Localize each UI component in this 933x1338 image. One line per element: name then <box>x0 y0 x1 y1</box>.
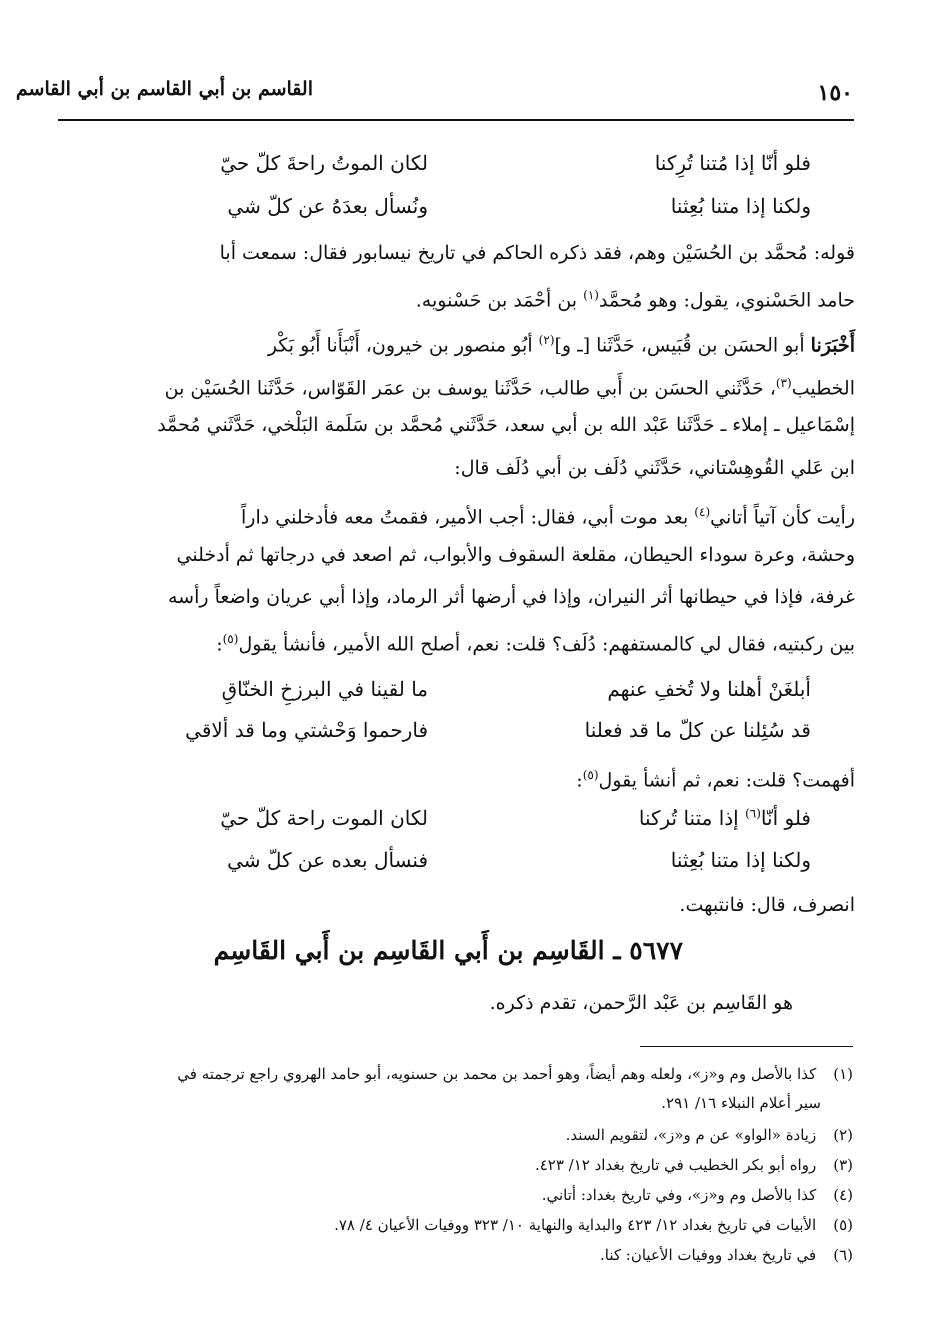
prose-text: ، حَدَّثَني الحسَن بن أَبي طالب، حَدَّثَنا يوسف بن عمَر القَوّاس، حَدَّثَنا الحُسَيْن بن <box>164 377 776 400</box>
prose-line: انصرف، قال: فانتبهت. <box>679 894 855 916</box>
page-number: ١٥٠ <box>817 80 853 106</box>
prose-line <box>80 368 855 403</box>
footnote-text: كذا بالأصل وم و«ز»، ولعله وهم أيضاً، وهو أحمد بن محمد بن حسنويه، أبو حامد الهروي راجع ترجمته في <box>177 1065 817 1083</box>
prose-line: وحشة، وعرة سوداء الحيطان، مقلعة السقوف والأبواب، ثم اصعد في درجاتها ثم أدخلني <box>176 544 855 566</box>
prose-line <box>80 760 855 795</box>
verse-4-right: قد سُئِلنا عن كلّ ما قد فعلنا <box>584 718 811 742</box>
verse-2-left: ونُسأل بعدَهُ عن كلّ شي <box>227 194 428 218</box>
verse-6-left: فنسأل بعده عن كلّ شي <box>227 848 428 872</box>
prose-line: ابن عَلي القُوهِسْتاني، حَدَّثَني دُلَف بن أبي دُلَف قال: <box>454 457 855 479</box>
footnote-ref-6: (٦) <box>745 806 761 821</box>
footnote-text: الأبيات في تاريخ بغداد ١٢/ ٤٢٣ والبداية والنهاية ١٠/ ٣٢٣ ووفيات الأعيان ٤/ ٧٨. <box>334 1216 817 1234</box>
footnote-3 <box>535 1153 853 1177</box>
prose-line <box>80 280 855 315</box>
verse-text: إذا متنا تُركنا <box>638 806 739 830</box>
prose-line: إسْمَاعيل ـ إملاء ـ حَدَّثَنا عَبْد الله بن أبي سعد، حَدَّثَني مُحمَّد بن سَلَمة البَلْخي، حَدَّثَني مُحمَّد <box>157 414 855 436</box>
header-rule <box>58 119 854 121</box>
footnote-ref-3: (٣) <box>775 376 792 390</box>
verse-3-right: أبلغَنْ أهلنا ولا تُخفِ عنهم <box>607 677 811 701</box>
prose-text: بين ركبتيه، فقال لي كالمستفهم: دُلَف؟ قلت: نعم، أصلح الله الأمير، فأنشأ يقول <box>238 633 855 656</box>
running-title: القاسم بن أبي القاسم بن أبي القاسم <box>15 78 313 100</box>
prose-text: : <box>576 769 583 792</box>
prose-text: بعد موت أبي، فقال: أجب الأمير، فقمتُ معه فأدخلني داراً <box>241 506 689 529</box>
verse-4-left: فارحموا وَحْشتي وما قد ألاقي <box>185 718 428 742</box>
footnote-6 <box>600 1243 853 1267</box>
footnote-ref-4: (٤) <box>694 505 711 519</box>
footnote-4 <box>542 1183 853 1207</box>
verse-6-right: ولكنا إذا متنا بُعِثنا <box>670 848 811 872</box>
prose-line: قوله: مُحمَّد بن الحُسَيْن وهم، فقد ذكره الحاكم في تاريخ نيسابور فقال: سمعت أبا <box>219 242 855 264</box>
footnote-ref-1: (١) <box>583 288 599 302</box>
footnote-number: (١) <box>833 1065 853 1083</box>
prose-text: بن أحْمَد بن حَسْنويه. <box>415 289 578 312</box>
lead-word: أَخْبَرَنا <box>810 334 855 357</box>
prose-text: الخطيب <box>791 377 855 400</box>
verse-2-right: ولكنا إذا متنا بُعِثنا <box>670 194 811 218</box>
verse-5-left: لكان الموت راحة كلّ حيّ <box>220 806 428 830</box>
prose-text: أبو الحسَن بن قُبَيس، حَدَّثَنا [ـ و] <box>554 334 805 357</box>
footnote-1-cont: سير أعلام النبلاء ١٦/ ٢٩١. <box>661 1094 821 1112</box>
prose-line <box>80 325 855 360</box>
footnote-2 <box>566 1123 853 1147</box>
footnote-number: (٥) <box>833 1216 853 1234</box>
prose-text: رأيت كأن آتياً أتاني <box>710 506 855 529</box>
footnote-number: (٢) <box>833 1126 853 1144</box>
entry-heading: ٥٦٧٧ ـ القَاسِم بن أَبي القَاسِم بن أَبي القَاسِم <box>213 936 683 965</box>
entry-text: هو القَاسِم بن عَبْد الرَّحمن، تقدم ذكره. <box>489 992 793 1014</box>
prose-text: أفهمت؟ قلت: نعم، ثم أنشأ يقول <box>598 769 855 792</box>
footnote-5 <box>334 1213 853 1237</box>
footnote-1 <box>177 1062 853 1086</box>
footnote-ref-5b: (٥) <box>582 768 599 782</box>
footnote-text: كذا بالأصل وم و«ز»، وفي تاريخ بغداد: أتاني. <box>541 1186 817 1204</box>
prose-line <box>80 497 855 532</box>
verse-1-left: لكان الموتُ راحةَ كلّ حيّ <box>220 151 428 175</box>
verse-5-right <box>639 806 811 830</box>
footnote-number: (٦) <box>833 1246 853 1264</box>
prose-line <box>80 624 855 659</box>
footnote-text: رواه أبو بكر الخطيب في تاريخ بغداد ١٢/ ٤٢٣. <box>534 1156 817 1174</box>
footnote-number: (٤) <box>833 1186 853 1204</box>
prose-line: غرفة، فإذا في حيطانها أثر النيران، وإذا في أرضها أثر الرماد، وإذا أبي عريان واضعاً رأسه <box>167 586 855 608</box>
footnote-text: في تاريخ بغداد ووفيات الأعيان: كنا. <box>600 1246 817 1264</box>
footnote-number: (٣) <box>833 1156 853 1174</box>
footnote-rule <box>640 1046 853 1047</box>
footnote-text: زيادة «الواو» عن م و«ز»، لتقويم السند. <box>565 1126 817 1144</box>
verse-1-right: فلو أنّا إذا مُتنا تُرِكنا <box>654 151 811 175</box>
verse-3-left: ما لقينا في البرزخِ الخنّاقِ <box>221 677 428 701</box>
footnote-ref-5: (٥) <box>222 632 239 646</box>
prose-text: : <box>216 633 223 656</box>
verse-text: فلو أنّا <box>760 806 811 830</box>
prose-text: أبُو منصور بن خيرون، أَنْبَأَنا أَبُو بَكْر <box>267 334 533 357</box>
prose-text: حامد الحَسْنوي، يقول: وهو مُحمَّد <box>598 289 855 312</box>
footnote-ref-2: (٢) <box>538 333 555 347</box>
